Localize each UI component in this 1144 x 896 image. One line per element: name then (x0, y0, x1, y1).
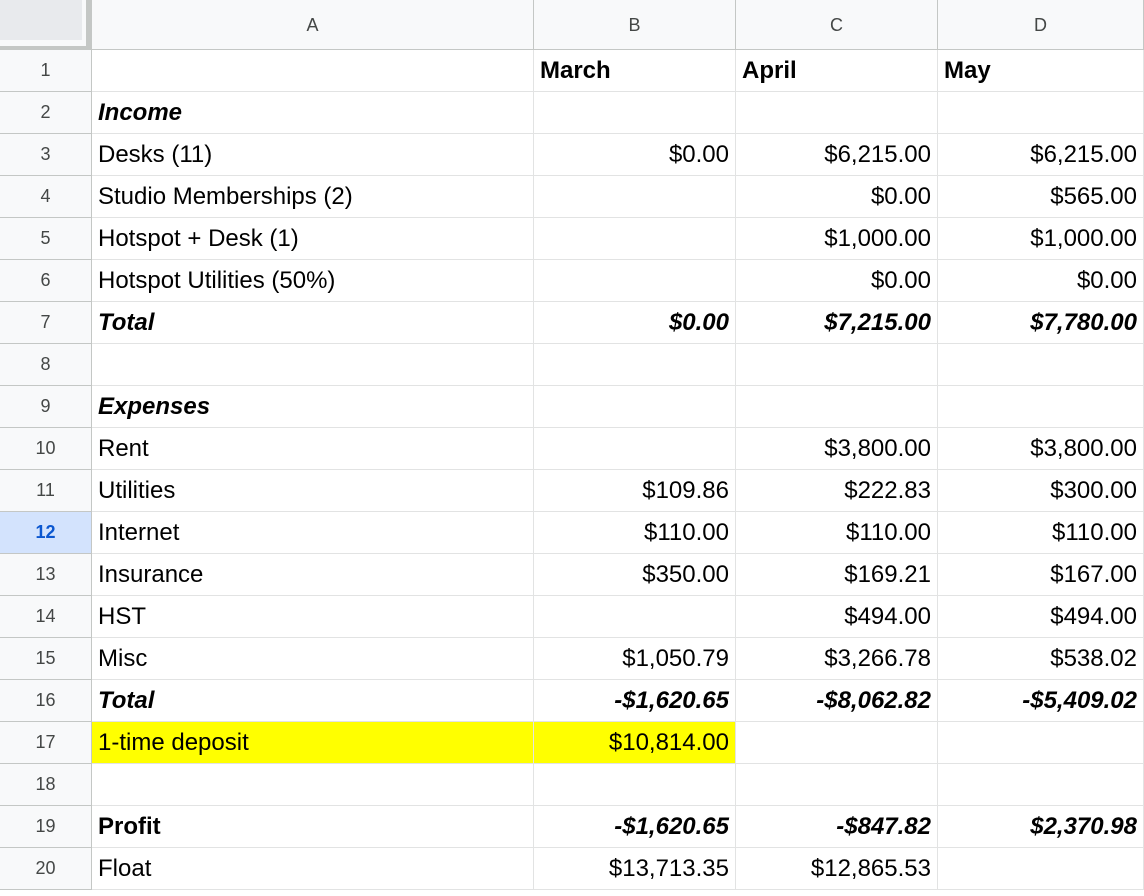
cell-c2[interactable] (736, 92, 938, 134)
cell-c9[interactable] (736, 386, 938, 428)
cell-c5[interactable]: $1,000.00 (736, 218, 938, 260)
column-header-c[interactable]: C (736, 0, 938, 50)
row-header-7[interactable]: 7 (0, 302, 92, 344)
cell-a4[interactable]: Studio Memberships (2) (92, 176, 534, 218)
cell-b3[interactable]: $0.00 (534, 134, 736, 176)
cell-d19[interactable]: $2,370.98 (938, 806, 1144, 848)
row-header-6[interactable]: 6 (0, 260, 92, 302)
cell-d15[interactable]: $538.02 (938, 638, 1144, 680)
cell-b16[interactable]: -$1,620.65 (534, 680, 736, 722)
cell-a2[interactable]: Income (92, 92, 534, 134)
cell-d12[interactable]: $110.00 (938, 512, 1144, 554)
cell-b14[interactable] (534, 596, 736, 638)
cell-b7[interactable]: $0.00 (534, 302, 736, 344)
cell-d11[interactable]: $300.00 (938, 470, 1144, 512)
cell-b12[interactable]: $110.00 (534, 512, 736, 554)
cell-d1[interactable]: May (938, 50, 1144, 92)
row-header-2[interactable]: 2 (0, 92, 92, 134)
row-header-3[interactable]: 3 (0, 134, 92, 176)
cell-c19[interactable]: -$847.82 (736, 806, 938, 848)
cell-d7[interactable]: $7,780.00 (938, 302, 1144, 344)
cell-d9[interactable] (938, 386, 1144, 428)
column-header-a[interactable]: A (92, 0, 534, 50)
cell-a9[interactable]: Expenses (92, 386, 534, 428)
cell-b15[interactable]: $1,050.79 (534, 638, 736, 680)
row-header-18[interactable]: 18 (0, 764, 92, 806)
row-header-5[interactable]: 5 (0, 218, 92, 260)
row-header-8[interactable]: 8 (0, 344, 92, 386)
row-header-14[interactable]: 14 (0, 596, 92, 638)
cell-d14[interactable]: $494.00 (938, 596, 1144, 638)
cell-d20[interactable] (938, 848, 1144, 890)
row-header-20[interactable]: 20 (0, 848, 92, 890)
cell-d16[interactable]: -$5,409.02 (938, 680, 1144, 722)
cell-a10[interactable]: Rent (92, 428, 534, 470)
cell-b2[interactable] (534, 92, 736, 134)
row-header-13[interactable]: 13 (0, 554, 92, 596)
cell-b20[interactable]: $13,713.35 (534, 848, 736, 890)
row-header-16[interactable]: 16 (0, 680, 92, 722)
cell-b17[interactable]: $10,814.00 (534, 722, 736, 764)
cell-d6[interactable]: $0.00 (938, 260, 1144, 302)
row-header-1[interactable]: 1 (0, 50, 92, 92)
cell-c14[interactable]: $494.00 (736, 596, 938, 638)
cell-d3[interactable]: $6,215.00 (938, 134, 1144, 176)
cell-c10[interactable]: $3,800.00 (736, 428, 938, 470)
cell-c7[interactable]: $7,215.00 (736, 302, 938, 344)
cell-a3[interactable]: Desks (11) (92, 134, 534, 176)
cell-c8[interactable] (736, 344, 938, 386)
cell-b9[interactable] (534, 386, 736, 428)
cell-c17[interactable] (736, 722, 938, 764)
cell-b11[interactable]: $109.86 (534, 470, 736, 512)
cell-a12[interactable]: Internet (92, 512, 534, 554)
cell-c6[interactable]: $0.00 (736, 260, 938, 302)
select-all-corner[interactable] (0, 0, 92, 50)
cell-c3[interactable]: $6,215.00 (736, 134, 938, 176)
cell-d2[interactable] (938, 92, 1144, 134)
cell-b18[interactable] (534, 764, 736, 806)
cell-c1[interactable]: April (736, 50, 938, 92)
cell-c12[interactable]: $110.00 (736, 512, 938, 554)
cell-d4[interactable]: $565.00 (938, 176, 1144, 218)
cell-d13[interactable]: $167.00 (938, 554, 1144, 596)
cell-a14[interactable]: HST (92, 596, 534, 638)
cell-c11[interactable]: $222.83 (736, 470, 938, 512)
cell-c18[interactable] (736, 764, 938, 806)
row-header-9[interactable]: 9 (0, 386, 92, 428)
cell-c20[interactable]: $12,865.53 (736, 848, 938, 890)
row-header-19[interactable]: 19 (0, 806, 92, 848)
column-header-d[interactable]: D (938, 0, 1144, 50)
cell-a11[interactable]: Utilities (92, 470, 534, 512)
cell-a7[interactable]: Total (92, 302, 534, 344)
row-header-10[interactable]: 10 (0, 428, 92, 470)
row-header-4[interactable]: 4 (0, 176, 92, 218)
cell-b4[interactable] (534, 176, 736, 218)
cell-a5[interactable]: Hotspot + Desk (1) (92, 218, 534, 260)
cell-a13[interactable]: Insurance (92, 554, 534, 596)
row-header-12[interactable]: 12 (0, 512, 92, 554)
cell-d8[interactable] (938, 344, 1144, 386)
row-header-15[interactable]: 15 (0, 638, 92, 680)
cell-b8[interactable] (534, 344, 736, 386)
cell-b10[interactable] (534, 428, 736, 470)
cell-c16[interactable]: -$8,062.82 (736, 680, 938, 722)
cell-b5[interactable] (534, 218, 736, 260)
cell-b19[interactable]: -$1,620.65 (534, 806, 736, 848)
row-header-17[interactable]: 17 (0, 722, 92, 764)
cell-c13[interactable]: $169.21 (736, 554, 938, 596)
row-header-11[interactable]: 11 (0, 470, 92, 512)
cell-a19[interactable]: Profit (92, 806, 534, 848)
cell-d5[interactable]: $1,000.00 (938, 218, 1144, 260)
cell-c15[interactable]: $3,266.78 (736, 638, 938, 680)
cell-a6[interactable]: Hotspot Utilities (50%) (92, 260, 534, 302)
cell-d17[interactable] (938, 722, 1144, 764)
column-header-b[interactable]: B (534, 0, 736, 50)
cell-b13[interactable]: $350.00 (534, 554, 736, 596)
cell-a18[interactable] (92, 764, 534, 806)
cell-a1[interactable] (92, 50, 534, 92)
cell-d10[interactable]: $3,800.00 (938, 428, 1144, 470)
cell-a15[interactable]: Misc (92, 638, 534, 680)
cell-c4[interactable]: $0.00 (736, 176, 938, 218)
cell-a17[interactable]: 1-time deposit (92, 722, 534, 764)
cell-a16[interactable]: Total (92, 680, 534, 722)
cell-b6[interactable] (534, 260, 736, 302)
cell-b1[interactable]: March (534, 50, 736, 92)
cell-d18[interactable] (938, 764, 1144, 806)
cell-a20[interactable]: Float (92, 848, 534, 890)
cell-a8[interactable] (92, 344, 534, 386)
